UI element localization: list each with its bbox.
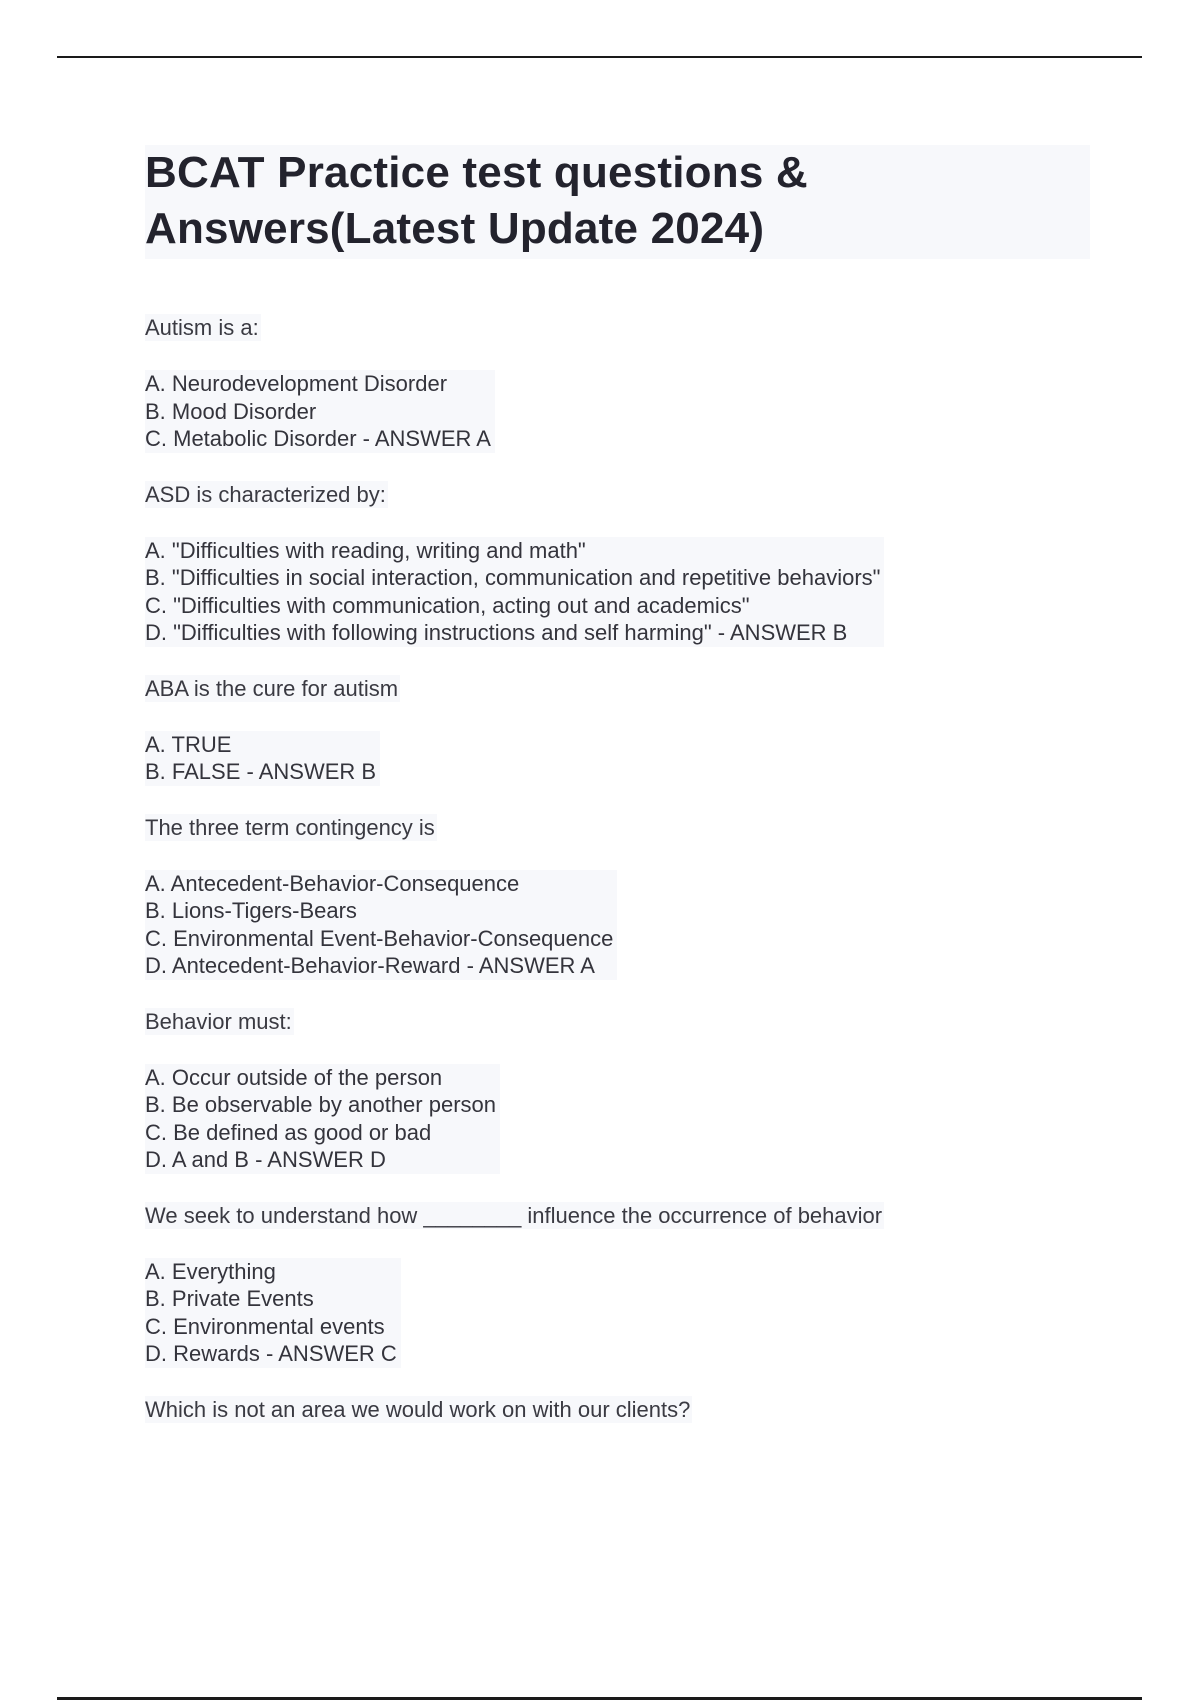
question-stem: Autism is a: [145, 315, 259, 340]
question-stem: We seek to understand how ________ influence the occurrence of behavior [145, 1202, 883, 1228]
option-b: B. FALSE - ANSWER B [145, 759, 377, 784]
option-list [145, 1258, 401, 1368]
option-d: D. "Difficulties with following instructions and self harming" - ANSWER B [145, 620, 848, 645]
option-a: A. "Difficulties with reading, writing and math" [145, 537, 586, 563]
question-stem: The three term contingency is [145, 814, 435, 840]
option-c: C. Metabolic Disorder - ANSWER A [145, 426, 491, 451]
option-b: B. Private Events [145, 1286, 314, 1311]
option-list [145, 731, 380, 786]
question-5 [145, 1008, 1090, 1174]
option-a: A. Neurodevelopment Disorder [145, 371, 448, 396]
question-stem: ABA is the cure for autism [145, 675, 399, 701]
option-list [145, 537, 884, 647]
option-b: B. "Difficulties in social interaction, communication and repetitive behaviors" [145, 565, 881, 590]
option-b: B. Be observable by another person [145, 1092, 497, 1117]
document-title [145, 145, 1090, 259]
question-3 [145, 675, 1090, 786]
title-line-2: Answers(Latest Update 2024) [145, 204, 765, 253]
option-c: C. Environmental events [145, 1313, 385, 1339]
option-d: D. Antecedent-Behavior-Reward - ANSWER A [145, 953, 595, 978]
option-a: A. Antecedent-Behavior-Consequence [145, 870, 520, 896]
question-6 [145, 1202, 1090, 1368]
option-list [145, 870, 617, 980]
document-body [145, 145, 1090, 1451]
question-list [145, 314, 1090, 1423]
option-d: D. Rewards - ANSWER C [145, 1341, 397, 1366]
option-a: A. Everything [145, 1258, 276, 1284]
question-stem: Behavior must: [145, 1008, 292, 1034]
option-b: B. Lions-Tigers-Bears [145, 898, 357, 923]
header-rule [57, 56, 1142, 58]
option-a: A. Occur outside of the person [145, 1064, 443, 1090]
option-c: C. Be defined as good or bad [145, 1119, 432, 1145]
question-4 [145, 814, 1090, 980]
question-1 [145, 314, 1090, 453]
option-list [145, 1064, 500, 1174]
question-2 [145, 481, 1090, 647]
option-b: B. Mood Disorder [145, 398, 317, 424]
question-7 [145, 1396, 1090, 1423]
title-line-1: BCAT Practice test questions & [145, 148, 808, 197]
question-stem: Which is not an area we would work on with our clients? [145, 1396, 691, 1422]
question-stem: ASD is characterized by: [145, 481, 386, 507]
option-c: C. "Difficulties with communication, acting out and academics" [145, 592, 750, 618]
option-list [145, 370, 495, 453]
option-a: A. TRUE [145, 731, 232, 757]
option-d: D. A and B - ANSWER D [145, 1147, 386, 1172]
option-c: C. Environmental Event-Behavior-Consequence [145, 925, 614, 951]
